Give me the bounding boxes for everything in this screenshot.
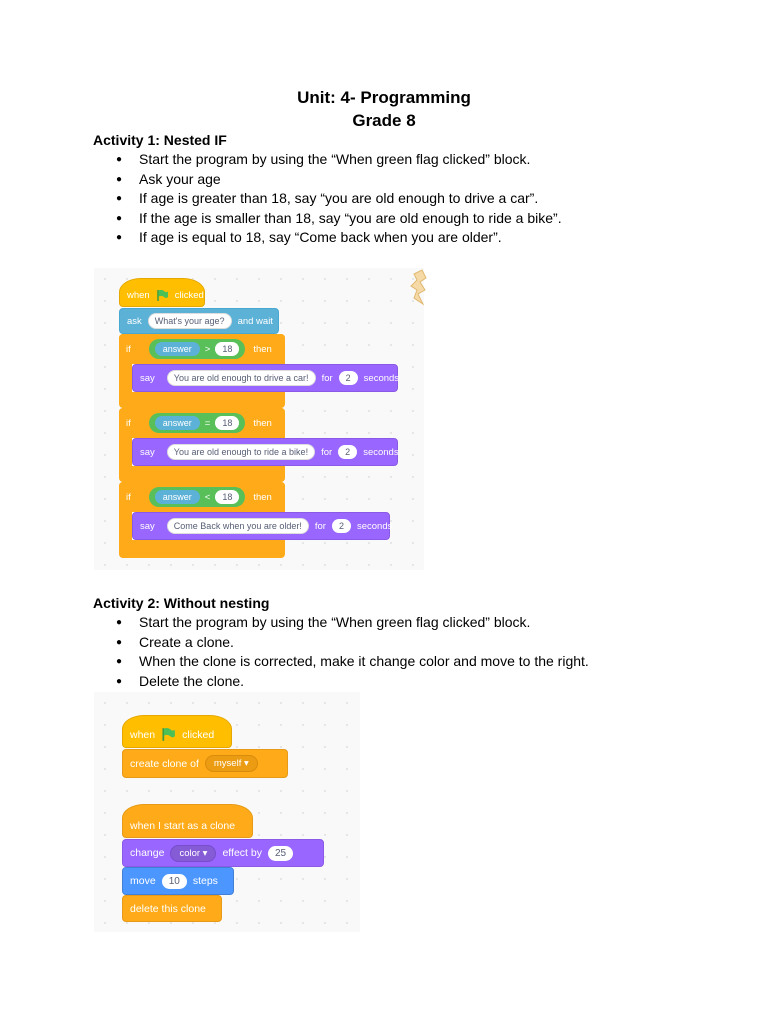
seconds-input: 2 bbox=[338, 445, 357, 459]
if-header-1 bbox=[119, 334, 285, 364]
delete-clone-label: delete this clone bbox=[130, 902, 206, 915]
say-for-secs-block-2 bbox=[132, 438, 398, 466]
condition-greater bbox=[149, 339, 246, 359]
say-text-input: Come Back when you are older! bbox=[167, 518, 309, 534]
activity2-heading: Activity 2: Without nesting bbox=[93, 595, 270, 611]
list-item: ● Start the program by using the “When green flag clicked” block. bbox=[93, 150, 562, 170]
list-item: ● When the clone is corrected, make it change color and move to the right. bbox=[93, 652, 589, 672]
when-clone-label: when I start as a clone bbox=[130, 820, 236, 832]
say-label: say bbox=[140, 520, 155, 532]
for-label: for bbox=[321, 446, 333, 458]
ask-and-wait-block bbox=[119, 308, 279, 334]
value-input: 18 bbox=[215, 416, 239, 430]
value-input: 18 bbox=[215, 342, 239, 356]
list-item: ● If the age is smaller than 18, say “you are old enough to ride a bike”. bbox=[93, 209, 562, 229]
when-flag-clicked-block bbox=[122, 715, 232, 748]
steps-label: steps bbox=[192, 875, 218, 887]
if-label: if bbox=[126, 491, 131, 503]
say-label: say bbox=[140, 372, 155, 384]
list-item: ● If age is greater than 18, say “you are old enough to drive a car”. bbox=[93, 189, 562, 209]
green-flag-icon bbox=[156, 289, 169, 302]
list-item: ● Ask your age bbox=[93, 170, 562, 190]
seconds-label: seconds bbox=[363, 372, 400, 384]
clicked-label: clicked bbox=[174, 290, 204, 301]
ask-text-input: What's your age? bbox=[148, 313, 232, 329]
seconds-input: 2 bbox=[332, 519, 351, 533]
seconds-input: 2 bbox=[339, 371, 358, 385]
say-text-input: You are old enough to ride a bike! bbox=[167, 444, 315, 460]
effect-value-input: 25 bbox=[268, 846, 293, 861]
effect-by-label: effect by bbox=[222, 847, 262, 859]
say-label: say bbox=[140, 446, 155, 458]
page-title: Unit: 4- Programming bbox=[297, 88, 471, 107]
then-label: then bbox=[253, 417, 272, 429]
operator-symbol: > bbox=[204, 343, 211, 355]
change-effect-block bbox=[122, 839, 324, 867]
list-item: ● Start the program by using the “When green flag clicked” block. bbox=[93, 613, 589, 633]
seconds-label: seconds bbox=[363, 446, 399, 458]
value-input: 18 bbox=[215, 490, 239, 504]
seconds-label: seconds bbox=[356, 520, 393, 532]
list-item: ● Create a clone. bbox=[93, 633, 589, 653]
for-label: for bbox=[321, 372, 333, 384]
page-subtitle: Grade 8 bbox=[352, 111, 416, 130]
when-start-as-clone-block bbox=[122, 804, 253, 838]
if-label: if bbox=[126, 343, 131, 355]
activity1-list bbox=[93, 150, 562, 248]
then-label: then bbox=[253, 491, 272, 503]
for-label: for bbox=[314, 520, 326, 532]
when-label: when bbox=[127, 290, 150, 301]
answer-reporter: answer bbox=[155, 490, 200, 504]
then-label: then bbox=[253, 343, 272, 355]
condition-less bbox=[149, 487, 246, 507]
list-item: ● If age is equal to 18, say “Come back when you are older”. bbox=[93, 228, 562, 248]
green-flag-icon bbox=[161, 727, 176, 742]
when-label: when bbox=[130, 728, 156, 741]
create-clone-label: create clone of bbox=[130, 757, 199, 770]
answer-reporter: answer bbox=[155, 416, 200, 430]
sprite-icon bbox=[408, 268, 428, 308]
activity2-list bbox=[93, 613, 589, 691]
activity1-heading: Activity 1: Nested IF bbox=[93, 132, 227, 148]
create-clone-block bbox=[122, 749, 288, 778]
say-for-secs-block-1 bbox=[132, 364, 398, 392]
effect-dropdown: color ▾ bbox=[170, 845, 216, 862]
clicked-label: clicked bbox=[182, 728, 215, 741]
steps-input: 10 bbox=[162, 874, 187, 889]
operator-symbol: = bbox=[204, 417, 211, 429]
myself-dropdown: myself ▾ bbox=[205, 755, 258, 772]
list-item: ● Delete the clone. bbox=[93, 672, 589, 692]
change-label: change bbox=[130, 847, 165, 859]
say-for-secs-block-3 bbox=[132, 512, 393, 540]
when-flag-clicked-block bbox=[119, 278, 205, 307]
answer-reporter: answer bbox=[155, 342, 200, 356]
if-header-3 bbox=[119, 482, 285, 512]
say-text-input: You are old enough to drive a car! bbox=[167, 370, 316, 386]
move-steps-block bbox=[122, 867, 234, 895]
delete-clone-block bbox=[122, 895, 222, 922]
ask-label: ask bbox=[127, 315, 142, 327]
if-header-2 bbox=[119, 408, 285, 438]
if-label: if bbox=[126, 417, 131, 429]
and-wait-label: and wait bbox=[237, 315, 273, 327]
operator-symbol: < bbox=[204, 491, 211, 503]
move-label: move bbox=[130, 875, 156, 887]
condition-equal bbox=[149, 413, 246, 433]
